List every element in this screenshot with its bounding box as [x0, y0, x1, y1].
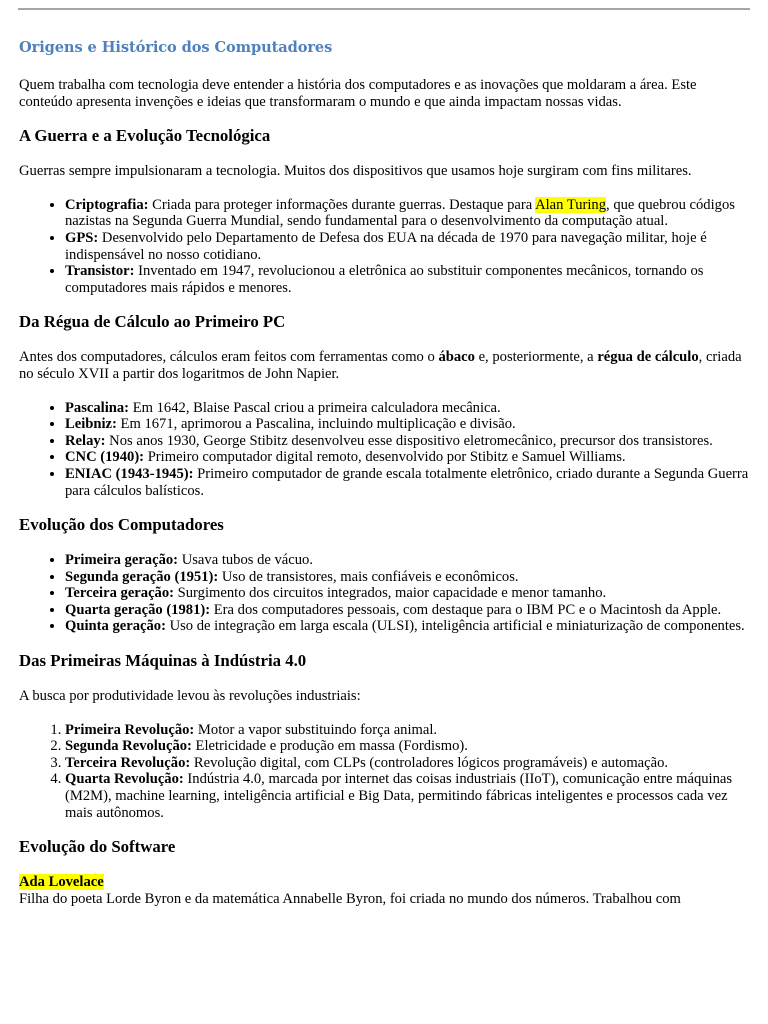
item-term: Criptografia: [65, 196, 149, 213]
list-item [65, 738, 749, 755]
list-item [65, 569, 749, 586]
top-divider [18, 8, 750, 10]
list-item [65, 771, 749, 821]
item-term: GPS: [65, 229, 99, 246]
highlighted-name: Alan Turing [535, 196, 607, 213]
item-term: Segunda Revolução: [65, 738, 192, 755]
guerra-list [19, 197, 749, 297]
item-text: Eletricidade e produção em massa (Fordismo). [191, 738, 468, 755]
list-item [65, 552, 749, 569]
section-heading-evolucao: Evolução dos Computadores [19, 515, 224, 535]
item-text: Desenvolvido pelo Departamento de Defesa dos EUA na década de 1970 para navegação militar, hoje é indispensável no nosso cotidiano. [65, 229, 707, 263]
guerra-intro: Guerras sempre impulsionaram a tecnologia. Muitos dos dispositivos que usamos hoje surgiram com fins militares. [19, 163, 692, 180]
item-text: Uso de integração em larga escala (ULSI), inteligência artificial e miniaturização de componentes. [165, 618, 745, 635]
item-term: Primeira Revolução: [65, 721, 195, 738]
item-term: Terceira geração: [65, 585, 174, 602]
industria-intro: A busca por produtividade levou às revoluções industriais: [19, 688, 361, 705]
item-term: Terceira Revolução: [65, 754, 191, 771]
list-item [65, 449, 749, 466]
list-item [65, 197, 749, 230]
item-text: Revolução digital, com CLPs (controladores lógicos programáveis) e automação. [190, 754, 669, 771]
item-text: Em 1671, aprimorou a Pascalina, incluindo multiplicação e divisão. [116, 416, 516, 433]
item-term: Leibniz: [65, 416, 117, 433]
item-text: Surgimento dos circuitos integrados, maior capacidade e menor tamanho. [174, 585, 607, 602]
item-text: Primeiro computador digital remoto, desenvolvido por Stibitz e Samuel Williams. [144, 449, 626, 466]
page-title: Origens e Histórico dos Computadores [19, 39, 333, 56]
list-item [65, 400, 749, 417]
section-heading-industria: Das Primeiras Máquinas à Indústria 4.0 [19, 651, 307, 671]
item-term: CNC (1940): [65, 449, 145, 466]
item-text: Inventado em 1947, revolucionou a eletrônica ao substituir componentes mecânicos, tornando os computadores mais rápidos e menores. [65, 263, 704, 296]
list-item [65, 722, 749, 739]
list-item [65, 602, 749, 619]
intro-text: Antes dos computadores, cálculos eram feitos com ferramentas como o [19, 349, 439, 366]
regua-intro [19, 349, 749, 382]
software-paragraph: Filha do poeta Lorde Byron e da matemática Annabelle Byron, foi criada no mundo dos números. Trabalhou com [19, 890, 681, 907]
intro-text: , criada no século XVII a partir dos logaritmos de John Napier. [19, 349, 742, 382]
item-text: Motor a vapor substituindo força animal. [194, 721, 438, 738]
item-text: Primeiro computador de grande escala totalmente eletrônico, criado durante a Segunda Guerra para cálculos balísticos. [65, 465, 749, 499]
item-text: Usava tubos de vácuo. [178, 552, 314, 569]
item-text: , que quebrou códigos nazistas na Segunda Guerra Mundial, sendo fundamental para o desenvolvimento da computação atual. [65, 196, 735, 230]
intro-bold: ábaco [438, 349, 475, 366]
list-item [65, 618, 749, 635]
regua-list [19, 400, 749, 500]
document-body [19, 38, 749, 907]
list-item [65, 416, 749, 433]
intro-bold: régua de cálculo [597, 349, 699, 366]
intro-paragraph: Quem trabalha com tecnologia deve entender a história dos computadores e as inovações que moldaram a área. Este conteúdo apresenta invenções e ideias que transformaram o mundo e que ainda impactam nossas vidas. [19, 77, 697, 110]
item-term: Transistor: [65, 263, 135, 280]
item-term: ENIAC (1943-1945): [65, 465, 194, 482]
item-text: Uso de transistores, mais confiáveis e econômicos. [218, 568, 519, 585]
item-text: Indústria 4.0, marcada por internet das coisas industriais (IIoT), comunicação entre máquinas (M2M), machine learning, inteligência artificial e Big Data, permitindo fábricas inteligentes e processos cada vez mais autônomos. [65, 771, 733, 821]
item-text: Em 1642, Blaise Pascal criou a primeira calculadora mecânica. [129, 399, 501, 416]
item-term: Segunda geração (1951): [65, 568, 219, 585]
software-subheading [19, 874, 749, 891]
section-heading-regua: Da Régua de Cálculo ao Primeiro PC [19, 312, 286, 332]
evolucao-list [19, 552, 749, 635]
list-item [65, 263, 749, 296]
list-item [65, 585, 749, 602]
section-heading-software: Evolução do Software [19, 837, 176, 857]
item-text: Nos anos 1930, George Stibitz desenvolveu esse dispositivo eletromecânico, precursor dos transistores. [105, 432, 713, 449]
item-term: Relay: [65, 432, 106, 449]
item-term: Quarta Revolução: [65, 771, 184, 788]
list-item [65, 466, 749, 499]
section-heading-guerra: A Guerra e a Evolução Tecnológica [19, 126, 271, 146]
item-term: Quinta geração: [65, 618, 166, 635]
list-item [65, 230, 749, 263]
item-text: Criada para proteger informações durante guerras. Destaque para [148, 196, 536, 213]
item-term: Quarta geração (1981): [65, 601, 211, 618]
list-item [65, 755, 749, 772]
intro-text: e, posteriormente, a [474, 349, 598, 366]
list-item [65, 433, 749, 450]
industria-list [19, 722, 749, 822]
highlighted-name: Ada Lovelace [19, 874, 104, 891]
item-term: Pascalina: [65, 399, 130, 416]
item-term: Primeira geração: [65, 552, 179, 569]
item-text: Era dos computadores pessoais, com destaque para o IBM PC e o Macintosh da Apple. [210, 601, 722, 618]
